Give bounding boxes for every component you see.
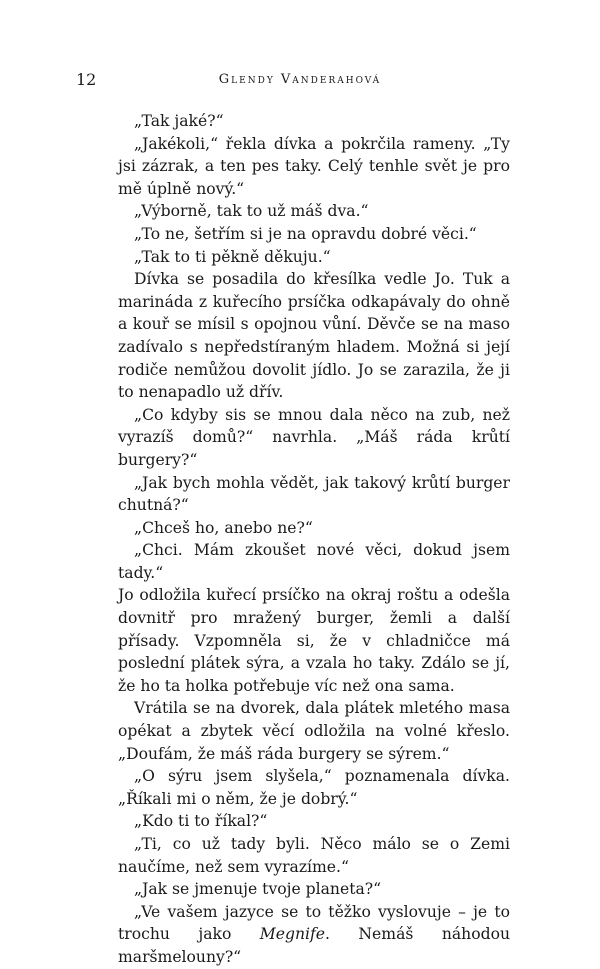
paragraph: „O sýru jsem slyšela,“ poznamenala dívka. „Říkali mi o něm, že je dobrý.“ — [118, 767, 510, 808]
paragraph: „To ne, šetřím si je na opravdu dobré věci.“ — [134, 224, 477, 243]
paragraph: „Chci. Mám zkoušet nové věci, dokud jsem tady.“ — [118, 541, 510, 582]
paragraph: „Tak to ti pěkně děkuju.“ — [134, 247, 331, 266]
paragraph: Dívka se posadila do křesílka vedle Jo. Tuk a marináda z kuřecího prsíčka odkapávaly do ohně a kouř se mísil s opojnou vůní. Děvče se na maso zadívalo s nepředstíraným hladem. Možná si její rodiče nemůžou dovolit jídlo. Jo se zarazila, že ji to nenapadlo už dřív. — [118, 270, 510, 402]
paragraph: Jo odložila kuřecí prsíčko na okraj roštu a odešla dovnitř pro mražený burger, žemli a další přísady. Vzpomněla si, že v chladničce má poslední plátek sýra, a vzala ho taky. Zdálo se jí, že ho ta holka potřebuje víc než ona sama. — [118, 586, 510, 695]
paragraph: „Jak bych mohla vědět, jak takový krůtí burger chutná?“ — [118, 473, 510, 515]
paragraph: „Jakékoli,“ řekla dívka a pokrčila rameny. „Ty jsi zázrak, a ten pes taky. Celý tenhle svět je pro mě úplně nový.“ — [118, 134, 510, 198]
page-number: 12 — [76, 70, 97, 89]
page-header — [76, 70, 524, 90]
paragraph-text: . Nemáš náhodou maršmelouny?“ — [118, 925, 511, 966]
paragraph: „Jak se jmenuje tvoje planeta?“ — [134, 880, 382, 899]
paragraph: „Tak jaké?“ — [134, 112, 224, 130]
running-title: Glendy Vanderahová — [218, 72, 382, 87]
paragraph — [118, 901, 510, 969]
paragraph: „Kdo ti to říkal?“ — [134, 812, 268, 831]
paragraph: „Chceš ho, anebo ne?“ — [134, 518, 313, 537]
paragraph: „Výborně, tak to už máš dva.“ — [134, 202, 369, 221]
paragraph-text: „Ve vašem jazyce se to těžko vyslovuje – je to trochu jako — [118, 902, 510, 944]
emphasized-word: Megnife — [259, 925, 326, 944]
body-text — [118, 110, 510, 969]
paragraph: „Ti, co už tady byli. Něco málo se o Zemi naučíme, než sem vyrazíme.“ — [118, 835, 510, 876]
paragraph: Vrátila se na dvorek, dala plátek mletého masa opékat a zbytek věcí odložila na volné křeslo. „Doufám, že máš ráda burgery se sýrem.“ — [118, 699, 510, 763]
paragraph: „Co kdyby sis se mnou dala něco na zub, než vyrazíš domů?“ navrhla. „Máš ráda krůtí burgery?“ — [118, 405, 510, 469]
